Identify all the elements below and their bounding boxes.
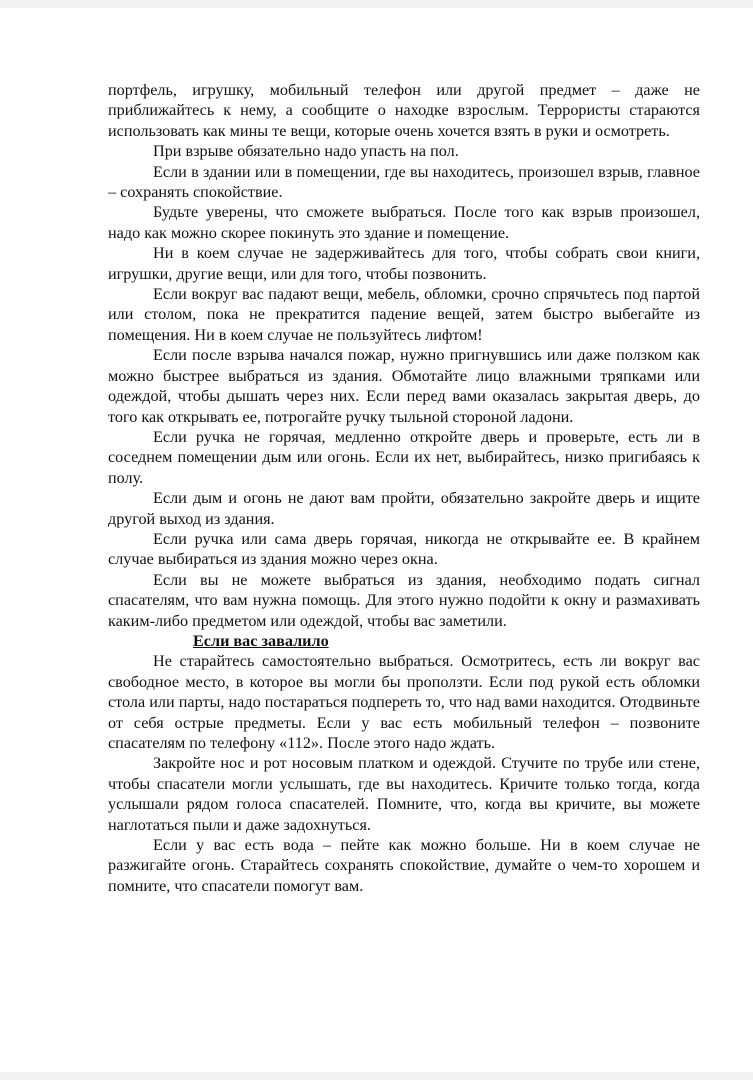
document-page	[0, 8, 753, 1072]
paragraph: Если после взрыва начался пожар, нужно пригнувшись или даже ползком как можно быстрее выбраться из здания. Обмотайте лицо влажными тряпками или одеждой, чтобы дышать через них. Если перед вами оказалась закрытая дверь, до того как открывать ее, потрогайте ручку тыльной стороной ладони.	[108, 346, 700, 426]
paragraph: Если ручка не горячая, медленно откройте дверь и проверьте, есть ли в соседнем помещении дым или огонь. Если их нет, выбирайтесь, низко пригибаясь к полу.	[108, 427, 700, 487]
paragraph: Закройте нос и рот носовым платком и одеждой. Стучите по трубе или стене, чтобы спасатели могли услышать, где вы находитесь. Кричите только тогда, когда услышали рядом голоса спасателей. Помните, что, когда вы кричите, вы можете наглотаться пыли и даже задохнуться.	[108, 754, 700, 834]
document-body	[108, 80, 700, 896]
paragraph: Ни в коем случае не задерживайтесь для того, чтобы собрать свои книги, игрушки, другие вещи, или для того, чтобы позвонить.	[108, 244, 700, 283]
paragraph: Если в здании или в помещении, где вы находитесь, произошел взрыв, главное – сохранять спокойствие.	[108, 162, 700, 202]
paragraph: Если дым и огонь не дают вам пройти, обязательно закройте дверь и ищите другой выход из здания.	[108, 489, 700, 528]
paragraph: При взрыве обязательно надо упасть на пол.	[153, 142, 459, 161]
paragraph: Если ручка или сама дверь горячая, никогда не открывайте ее. В крайнем случае выбираться из здания можно через окна.	[108, 529, 700, 569]
section-heading: Если вас завалило	[193, 631, 329, 650]
paragraph: Не старайтесь самостоятельно выбраться. Осмотритесь, есть ли вокруг вас свободное место, в которое вы могли бы проползти. Если под рукой есть обломки стола или парты, надо постараться подпереть то, что над вами находится. Отодвиньте от себя острые предметы. Если у вас есть мобильный телефон – позвоните спасателям по телефону «112». После этого надо ждать.	[108, 652, 700, 752]
paragraph: Если вы не можете выбраться из здания, необходимо подать сигнал спасателям, что вам нужна помощь. Для этого нужно подойти к окну и размахивать каким-либо предметом или одеждой, чтобы вас заметили.	[108, 570, 700, 630]
paragraph: Будьте уверены, что сможете выбраться. После того как взрыв произошел, надо как можно скорее покинуть это здание и помещение.	[108, 203, 700, 242]
paragraph: портфель, игрушку, мобильный телефон или другой предмет – даже не приближайтесь к нему, а сообщите о находке взрослым. Террористы стараются использовать как мины те вещи, которые очень хочется взять в руки и осмотреть.	[108, 81, 700, 140]
paragraph: Если у вас есть вода – пейте как можно больше. Ни в коем случае не разжигайте огонь. Старайтесь сохранять спокойствие, думайте о чем-то хорошем и помните, что спасатели помогут вам.	[108, 836, 700, 895]
paragraph: Если вокруг вас падают вещи, мебель, обломки, срочно спрячьтесь под партой или столом, пока не прекратится падение вещей, затем быстро выбегайте из помещения. Ни в коем случае не пользуйтесь лифтом!	[108, 285, 700, 344]
